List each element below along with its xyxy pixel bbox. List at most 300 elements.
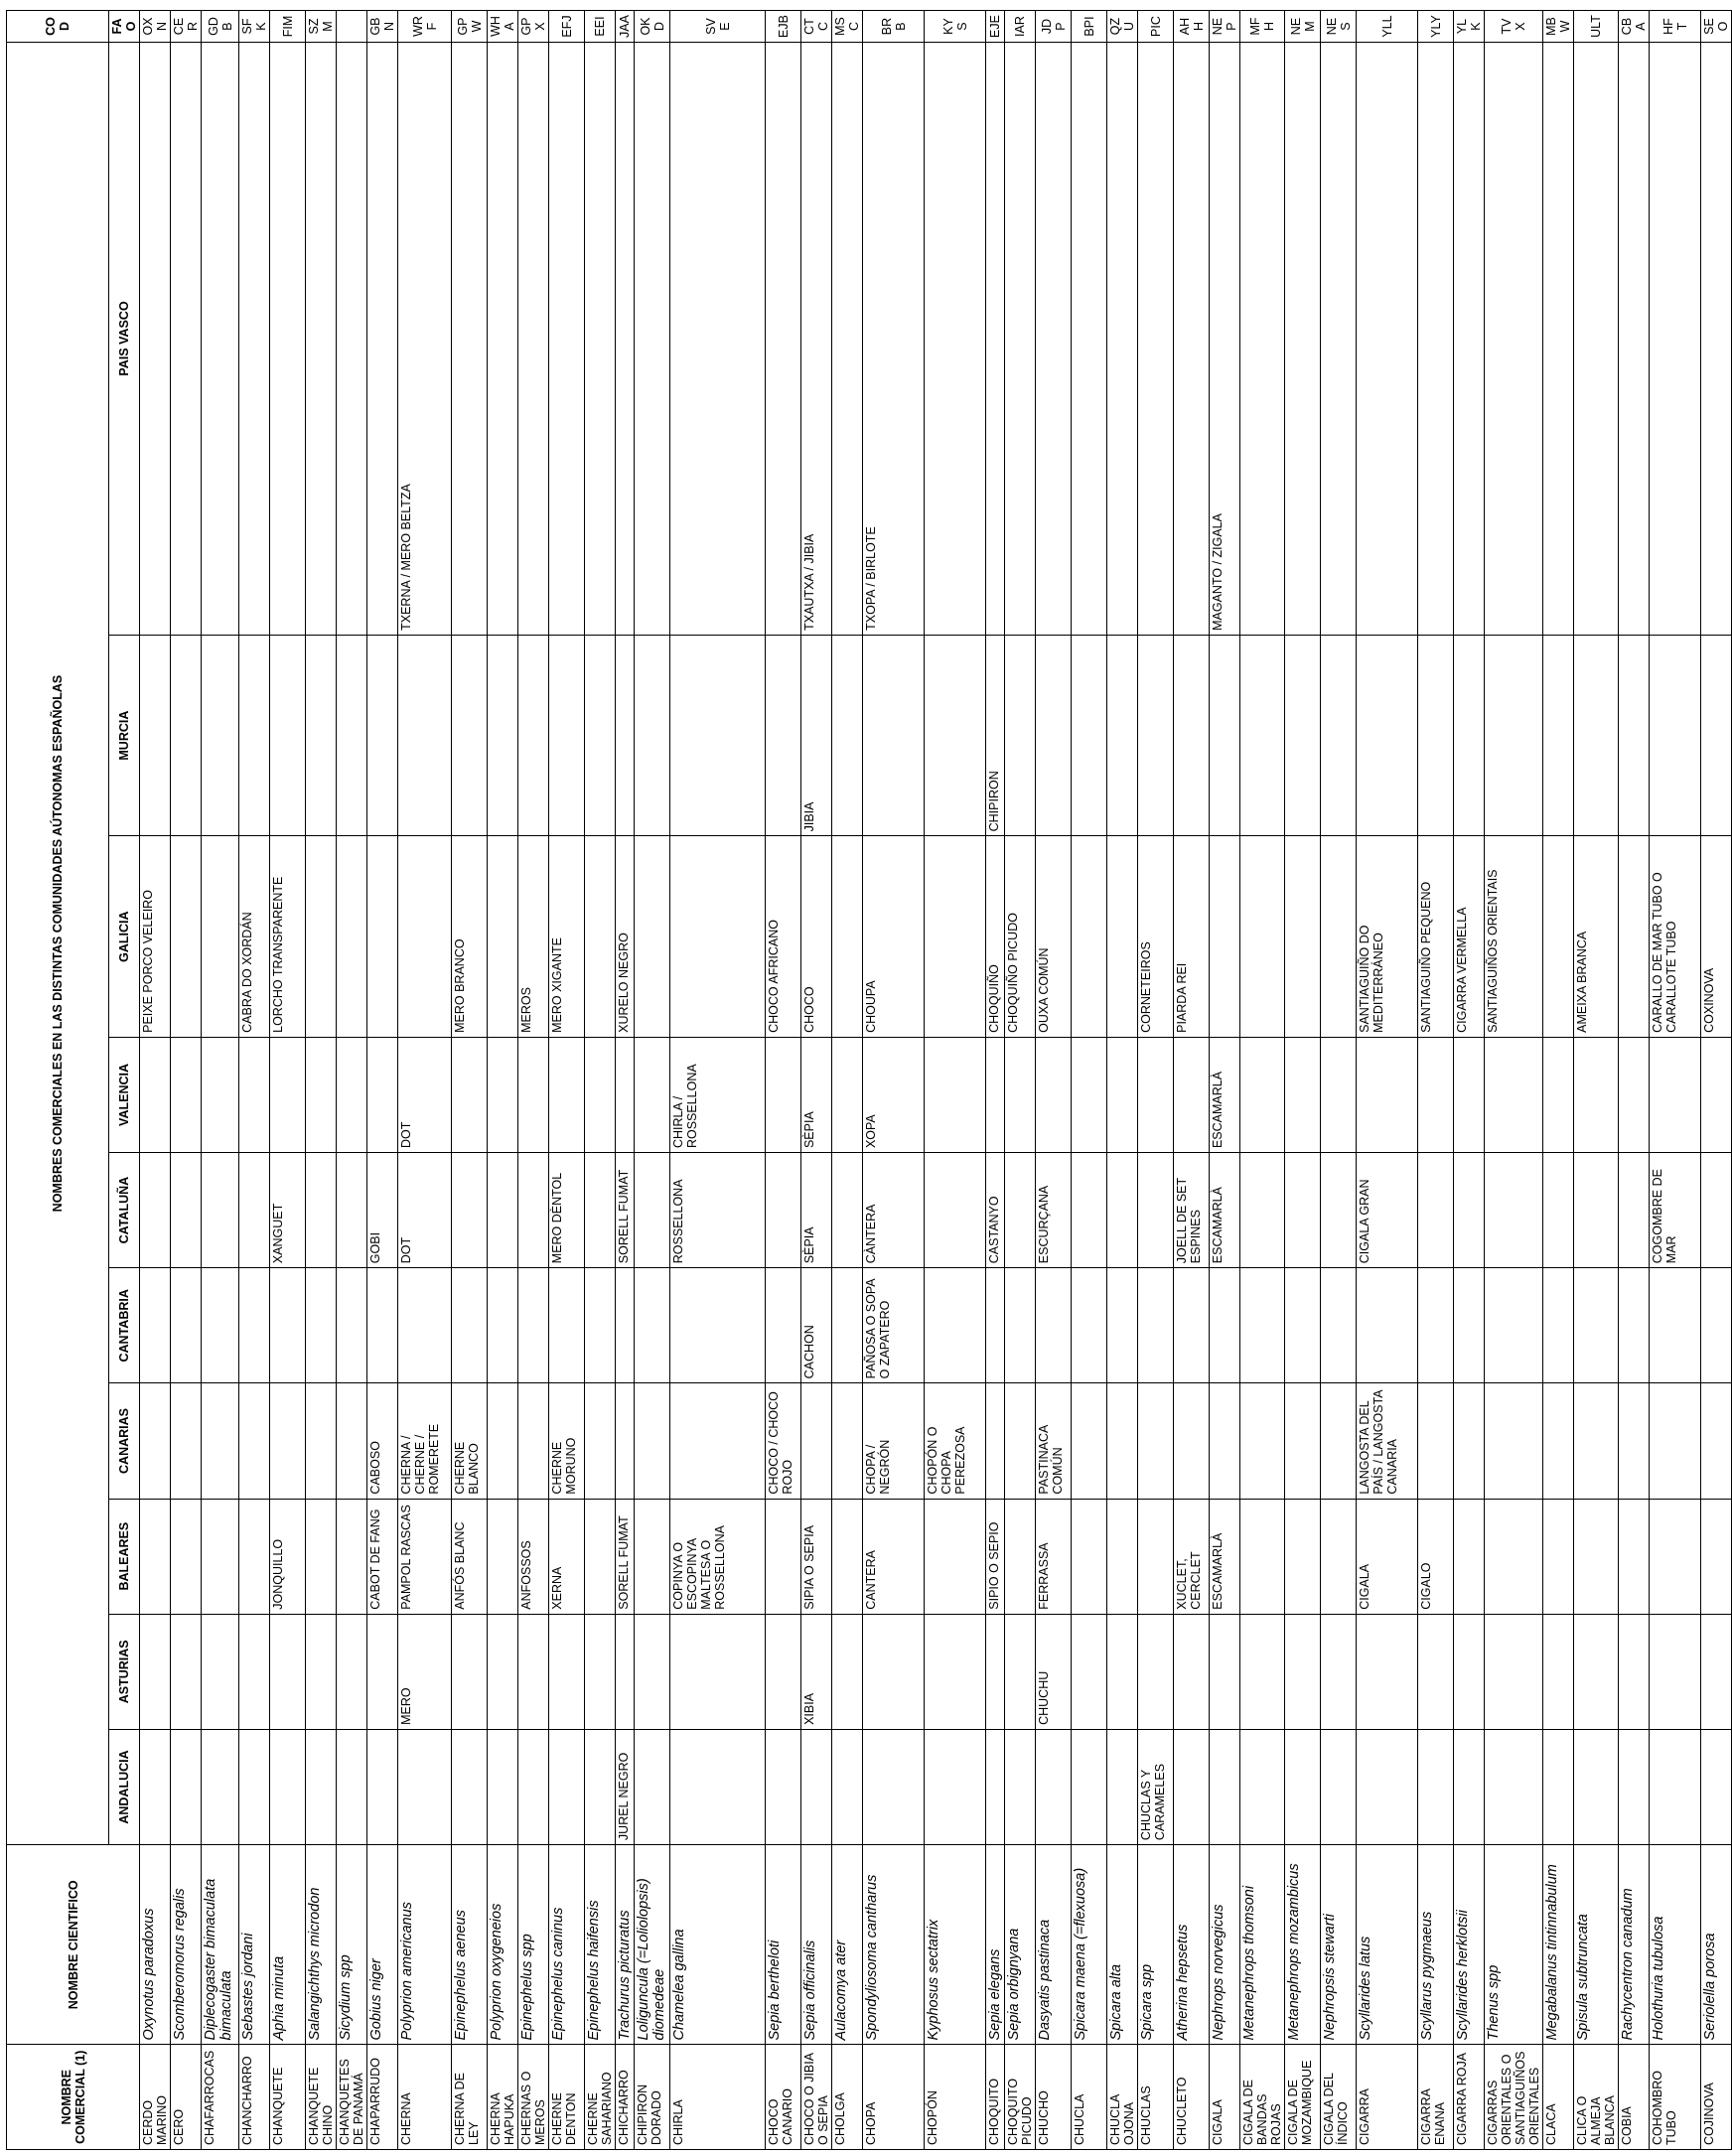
- cell-region-name: [1418, 1037, 1454, 1152]
- cell-region-name: [1107, 1499, 1138, 1614]
- cell-fao-code: ULT: [1574, 11, 1619, 43]
- cell-region-name: [1138, 1268, 1174, 1383]
- cell-region-name: [1619, 1037, 1650, 1152]
- cell-region-name: [1357, 635, 1418, 836]
- cell-region-name: [398, 1268, 452, 1383]
- cell-region-name: [1418, 43, 1454, 636]
- cell-region-name: [1619, 1268, 1650, 1383]
- cell-region-name: [766, 1268, 801, 1383]
- cell-region-name: [1650, 43, 1701, 636]
- cell-region-name: SANTIAGUIÑO PEQUENO: [1418, 836, 1454, 1038]
- cell-fao-code: GBN: [367, 11, 398, 43]
- cell-region-name: [1072, 1729, 1107, 1844]
- cell-region-name: [337, 1499, 367, 1614]
- cell-region-name: [1285, 1268, 1321, 1383]
- cell-region-name: [1454, 1614, 1485, 1729]
- cell-nombre-cientifico: Metanephrops thomsoni: [1240, 1845, 1285, 2045]
- cell-region-name: [801, 1729, 832, 1844]
- cell-nombre-comercial: CHANQUETE: [270, 2045, 306, 2150]
- cell-region-name: [270, 1614, 306, 1729]
- cell-region-name: [337, 836, 367, 1038]
- cell-region-name: [171, 1153, 202, 1268]
- cell-fao-code: OXN: [140, 11, 171, 43]
- cell-region-name: [140, 1614, 171, 1729]
- cell-nombre-cientifico: Chamelea gallina: [670, 1845, 766, 2045]
- cell-region-name: [1485, 1614, 1543, 1729]
- cell-region-name: [452, 1037, 488, 1152]
- cell-nombre-comercial: CHUCLA: [1072, 2045, 1107, 2150]
- cell-region-name: [1005, 1268, 1036, 1383]
- cell-region-name: [1138, 1153, 1174, 1268]
- cell-region-name: [239, 1383, 270, 1499]
- table-row: [863, 11, 925, 2150]
- cell-region-name: [1072, 1614, 1107, 1729]
- table-row: [1357, 11, 1418, 2150]
- cell-region-name: [140, 1499, 171, 1614]
- cell-region-name: [585, 1037, 616, 1152]
- header-region: MURCIA: [109, 635, 140, 836]
- cell-region-name: [306, 1037, 337, 1152]
- header-region: PAIS VASCO: [109, 43, 140, 636]
- cell-region-name: [337, 1614, 367, 1729]
- cell-region-name: [1485, 1037, 1543, 1152]
- cell-region-name: [488, 1153, 518, 1268]
- cell-nombre-cientifico: Trachurus picturatus: [616, 1845, 635, 2045]
- cell-region-name: [616, 43, 635, 636]
- cell-region-name: [171, 635, 202, 836]
- cell-region-name: SANTIAGUIÑO DO MEDITERRÁNEO: [1357, 836, 1418, 1038]
- cell-region-name: [1174, 1614, 1210, 1729]
- cell-region-name: [635, 1499, 670, 1614]
- cell-region-name: [452, 635, 488, 836]
- cell-region-name: [1321, 1499, 1357, 1614]
- cell-region-name: [670, 836, 766, 1038]
- cell-region-name: [202, 1499, 239, 1614]
- cell-region-name: [1650, 1383, 1701, 1499]
- cell-region-name: [1619, 1153, 1650, 1268]
- table-row: [766, 11, 801, 2150]
- cell-region-name: [171, 1383, 202, 1499]
- cell-region-name: [1418, 1153, 1454, 1268]
- cell-region-name: [1240, 1729, 1285, 1844]
- cell-region-name: [398, 635, 452, 836]
- cell-region-name: [270, 43, 306, 636]
- table-row: [635, 11, 670, 2150]
- cell-region-name: JONQUILLO: [270, 1499, 306, 1614]
- cell-region-name: [202, 635, 239, 836]
- cell-region-name: [1574, 1037, 1619, 1152]
- cell-region-name: LANGOSTA DEL PAÍS / LANGOSTA CANARIA: [1357, 1383, 1418, 1499]
- cell-region-name: [518, 635, 549, 836]
- cell-region-name: [1543, 1499, 1574, 1614]
- cell-region-name: [670, 43, 766, 636]
- cell-region-name: [270, 1268, 306, 1383]
- cell-nombre-cientifico: Sebastes jordani: [239, 1845, 270, 2045]
- cell-nombre-comercial: CHOPA: [863, 2045, 925, 2150]
- cell-region-name: [1321, 43, 1357, 636]
- cell-region-name: [616, 1268, 635, 1383]
- cell-region-name: [616, 1383, 635, 1499]
- cell-region-name: [1701, 1383, 1732, 1499]
- cell-region-name: [140, 1383, 171, 1499]
- cell-region-name: CORNETEIROS: [1138, 836, 1174, 1038]
- table-row: [1485, 11, 1543, 2150]
- cell-nombre-cientifico: Scyllarides herklotsii: [1454, 1845, 1485, 2045]
- cell-region-name: [670, 1383, 766, 1499]
- cell-region-name: [1357, 43, 1418, 636]
- cell-region-name: [1321, 1729, 1357, 1844]
- cell-region-name: [1574, 635, 1619, 836]
- cell-region-name: [398, 836, 452, 1038]
- cell-nombre-comercial: CHUCLETO: [1174, 2045, 1210, 2150]
- cell-region-name: [171, 1614, 202, 1729]
- cell-region-name: [986, 43, 1005, 636]
- cell-region-name: JUREL NEGRO: [616, 1729, 635, 1844]
- cell-region-name: PEIXE PORCO VELEIRO: [140, 836, 171, 1038]
- cell-region-name: [1543, 1614, 1574, 1729]
- table-row: [1574, 11, 1619, 2150]
- cell-region-name: [337, 1383, 367, 1499]
- cell-region-name: [1454, 1153, 1485, 1268]
- cell-nombre-comercial: CHANCHARRO: [239, 2045, 270, 2150]
- cell-nombre-comercial: CIGALA DE MOZAMBIQUE: [1285, 2045, 1321, 2150]
- cell-region-name: [1619, 635, 1650, 836]
- cell-region-name: XANGUET: [270, 1153, 306, 1268]
- cell-nombre-comercial: CIGARRA ROJA: [1454, 2045, 1485, 2150]
- cell-region-name: [1174, 1268, 1210, 1383]
- cell-region-name: [239, 43, 270, 636]
- cell-fao-code: BRB: [863, 11, 925, 43]
- cell-region-name: XERNA: [549, 1499, 585, 1614]
- header-region: CATALUÑA: [109, 1153, 140, 1268]
- cell-region-name: ESCURÇANA: [1036, 1153, 1072, 1268]
- table-row: [140, 11, 171, 2150]
- cell-nombre-cientifico: Aulacomya ater: [832, 1845, 863, 2045]
- cell-region-name: [832, 836, 863, 1038]
- cell-region-name: [1321, 1153, 1357, 1268]
- cell-region-name: [1138, 1499, 1174, 1614]
- table-row: [1138, 11, 1174, 2150]
- cell-region-name: [635, 1268, 670, 1383]
- cell-region-name: TXOPA / BIRLOTE: [863, 43, 925, 636]
- cell-region-name: [925, 1037, 986, 1152]
- cell-nombre-cientifico: Diplecogaster bimaculata bimaculata: [202, 1845, 239, 2045]
- cell-region-name: [1574, 43, 1619, 636]
- cell-region-name: MERO XIGANTE: [549, 836, 585, 1038]
- cell-region-name: [239, 1153, 270, 1268]
- table-row: [337, 11, 367, 2150]
- cell-region-name: [1005, 1729, 1036, 1844]
- cell-region-name: [337, 1037, 367, 1152]
- cell-region-name: [488, 1614, 518, 1729]
- table-row: [1285, 11, 1321, 2150]
- cell-region-name: [488, 1037, 518, 1152]
- cell-region-name: SORELL FUMAT: [616, 1153, 635, 1268]
- cell-region-name: [925, 43, 986, 636]
- cell-region-name: [1138, 1383, 1174, 1499]
- cell-region-name: [1285, 1153, 1321, 1268]
- cell-region-name: [1138, 1037, 1174, 1152]
- cell-region-name: [1138, 1614, 1174, 1729]
- table-row: [270, 11, 306, 2150]
- cell-region-name: [202, 43, 239, 636]
- cell-region-name: [239, 1614, 270, 1729]
- table-row: [549, 11, 585, 2150]
- cell-region-name: [1138, 43, 1174, 636]
- cell-fao-code: NEM: [1285, 11, 1321, 43]
- cell-nombre-comercial: CHUCLAS: [1138, 2045, 1174, 2150]
- cell-region-name: [1574, 1268, 1619, 1383]
- cell-fao-code: GPW: [452, 11, 488, 43]
- cell-nombre-comercial: CIGARRA: [1357, 2045, 1418, 2150]
- cell-region-name: [1321, 1614, 1357, 1729]
- cell-fao-code: YLK: [1454, 11, 1485, 43]
- cell-region-name: MEROS: [518, 836, 549, 1038]
- cell-region-name: CHUCLAS Y CARAMELES: [1138, 1729, 1174, 1844]
- cell-region-name: [1543, 836, 1574, 1038]
- header-region: GALICIA: [109, 836, 140, 1038]
- table-row: [670, 11, 766, 2150]
- cell-nombre-cientifico: Scomberomorus regalis: [171, 1845, 202, 2045]
- cell-region-name: [1036, 1729, 1072, 1844]
- cell-region-name: [452, 1729, 488, 1844]
- cell-nombre-cientifico: Kyphosus sectatrix: [925, 1845, 986, 2045]
- cell-region-name: [1107, 1614, 1138, 1729]
- cell-nombre-comercial: CHICHARRO: [616, 2045, 635, 2150]
- cell-region-name: [585, 1729, 616, 1844]
- cell-region-name: MERO: [398, 1614, 452, 1729]
- cell-region-name: [1005, 1614, 1036, 1729]
- cell-region-name: [766, 1729, 801, 1844]
- table-row: [1454, 11, 1485, 2150]
- cell-region-name: [202, 1383, 239, 1499]
- cell-region-name: [986, 1614, 1005, 1729]
- cell-fao-code: JDP: [1036, 11, 1072, 43]
- cell-nombre-comercial: CHIPIRON DORADO: [635, 2045, 670, 2150]
- cell-region-name: [1107, 1729, 1138, 1844]
- cell-region-name: [635, 635, 670, 836]
- cell-region-name: [766, 1037, 801, 1152]
- cell-region-name: [1174, 1729, 1210, 1844]
- cell-region-name: [1543, 43, 1574, 636]
- cell-region-name: [635, 43, 670, 636]
- cell-region-name: [518, 1383, 549, 1499]
- cell-region-name: [239, 1499, 270, 1614]
- cell-region-name: [1285, 1383, 1321, 1499]
- table-row: [616, 11, 635, 2150]
- cell-region-name: [1485, 1153, 1543, 1268]
- cell-region-name: [766, 635, 801, 836]
- cell-region-name: [171, 1499, 202, 1614]
- cell-region-name: [585, 43, 616, 636]
- cell-region-name: PASTINACA COMÚN: [1036, 1383, 1072, 1499]
- table-row: [306, 11, 337, 2150]
- cell-region-name: [1321, 1268, 1357, 1383]
- cell-nombre-cientifico: Dasyatis pastinaca: [1036, 1845, 1072, 2045]
- cell-nombre-comercial: CHUCHO: [1036, 2045, 1072, 2150]
- table-row: [1036, 11, 1072, 2150]
- cell-fao-code: EJE: [986, 11, 1005, 43]
- cell-nombre-cientifico: Spicara maena (=flexuosa): [1072, 1845, 1107, 2045]
- cell-region-name: [1357, 1268, 1418, 1383]
- table-row: [1072, 11, 1107, 2150]
- table-row: [367, 11, 398, 2150]
- cell-region-name: [270, 635, 306, 836]
- cell-fao-code: CTC: [801, 11, 832, 43]
- cell-region-name: [1285, 1037, 1321, 1152]
- cell-region-name: [1701, 1499, 1732, 1614]
- cell-region-name: [1005, 1037, 1036, 1152]
- cell-region-name: XUCLET, CERCLET: [1174, 1499, 1210, 1614]
- cell-region-name: [1072, 1383, 1107, 1499]
- cell-nombre-cientifico: Nephropsis stewarti: [1321, 1845, 1357, 2045]
- cell-region-name: [1574, 1153, 1619, 1268]
- cell-region-name: XURELO NEGRO: [616, 836, 635, 1038]
- cell-region-name: [367, 635, 398, 836]
- cell-region-name: [1619, 836, 1650, 1038]
- cell-region-name: COGOMBRE DE MAR: [1650, 1153, 1701, 1268]
- table-row: [986, 11, 1005, 2150]
- cell-region-name: [670, 635, 766, 836]
- cell-nombre-comercial: CHERNA DE LEY: [452, 2045, 488, 2150]
- cell-region-name: [1619, 43, 1650, 636]
- cell-region-name: CIGALA: [1357, 1499, 1418, 1614]
- cell-fao-code: MSC: [832, 11, 863, 43]
- cell-region-name: [1357, 1729, 1418, 1844]
- table-row: [1107, 11, 1138, 2150]
- cell-region-name: CHOCO: [801, 836, 832, 1038]
- cell-region-name: [1240, 635, 1285, 836]
- cell-region-name: [925, 836, 986, 1038]
- cell-region-name: [832, 1268, 863, 1383]
- cell-region-name: CARALLO DE MAR TUBO O CARALLOTE TUBO: [1650, 836, 1701, 1038]
- cell-region-name: [635, 1153, 670, 1268]
- cell-region-name: [549, 43, 585, 636]
- cell-nombre-comercial: CHERNAS O MEROS: [518, 2045, 549, 2150]
- cell-region-name: [452, 1268, 488, 1383]
- cell-region-name: [367, 1614, 398, 1729]
- table-row: [239, 11, 270, 2150]
- header-nombre-comercial: NOMBRE COMERCIAL (1): [7, 2045, 140, 2150]
- cell-fao-code: CBA: [1619, 11, 1650, 43]
- cell-fao-code: HFT: [1650, 11, 1701, 43]
- header-group: NOMBRES COMERCIALES EN LAS DISTINTAS COMUNIDADES AÚTONOMAS ESPAÑOLAS: [7, 43, 109, 1845]
- cell-region-name: [832, 1153, 863, 1268]
- cell-region-name: [1574, 1499, 1619, 1614]
- cell-region-name: [1454, 1037, 1485, 1152]
- cell-region-name: [1240, 1614, 1285, 1729]
- cell-region-name: CABRA DO XORDÁN: [239, 836, 270, 1038]
- cell-region-name: [1650, 1037, 1701, 1152]
- cell-region-name: [171, 836, 202, 1038]
- cell-region-name: [863, 1614, 925, 1729]
- cell-region-name: CACHON: [801, 1268, 832, 1383]
- header-nombre-cientifico: NOMBRE CIENTIFICO: [7, 1845, 140, 2045]
- cell-region-name: [585, 836, 616, 1038]
- cell-region-name: [616, 635, 635, 836]
- cell-region-name: OUXA COMÚN: [1036, 836, 1072, 1038]
- cell-region-name: [832, 1499, 863, 1614]
- cell-region-name: SIPIA O SEPIA: [801, 1499, 832, 1614]
- cell-region-name: [202, 1729, 239, 1844]
- cell-region-name: [585, 1268, 616, 1383]
- cell-region-name: SÈPIA: [801, 1153, 832, 1268]
- table-row: [1418, 11, 1454, 2150]
- cell-region-name: [801, 1383, 832, 1499]
- cell-region-name: [1485, 1499, 1543, 1614]
- cell-nombre-cientifico: Holothuria tubulosa: [1650, 1845, 1701, 2045]
- cell-region-name: ROSSELLONA: [670, 1153, 766, 1268]
- cell-nombre-comercial: CHANQUETE CHINO: [306, 2045, 337, 2150]
- cell-region-name: [1418, 1729, 1454, 1844]
- cell-region-name: [1485, 1268, 1543, 1383]
- cell-nombre-cientifico: Sepia orbignyana: [1005, 1845, 1036, 2045]
- cell-region-name: XIBIA: [801, 1614, 832, 1729]
- cell-region-name: [1543, 635, 1574, 836]
- cell-region-name: [306, 43, 337, 636]
- cell-region-name: [549, 1268, 585, 1383]
- cell-region-name: [1174, 635, 1210, 836]
- cell-region-name: CHERNA / CHERNE / ROMERETE: [398, 1383, 452, 1499]
- cell-region-name: XOPA: [863, 1037, 925, 1152]
- cell-nombre-comercial: CHOQUITO PICUDO: [1005, 2045, 1036, 2150]
- cell-region-name: [986, 1268, 1005, 1383]
- cell-nombre-comercial: CHIRLA: [670, 2045, 766, 2150]
- cell-nombre-cientifico: Polyprion oxygeneios: [488, 1845, 518, 2045]
- cell-region-name: [171, 1037, 202, 1152]
- cell-nombre-comercial: CLACA: [1543, 2045, 1574, 2150]
- cell-region-name: [140, 43, 171, 636]
- cell-nombre-cientifico: Salangichthys microdon: [306, 1845, 337, 2045]
- cell-region-name: [1240, 1383, 1285, 1499]
- cell-region-name: [1107, 1383, 1138, 1499]
- cell-nombre-cientifico: Metanephrops mozambicus: [1285, 1845, 1321, 2045]
- cell-region-name: [1650, 1268, 1701, 1383]
- cell-region-name: [306, 1499, 337, 1614]
- rotated-table-wrapper: [6, 10, 1731, 2150]
- header-fao: FAO: [109, 11, 140, 43]
- cell-region-name: [986, 1729, 1005, 1844]
- cell-region-name: DOT: [398, 1153, 452, 1268]
- cell-region-name: [1701, 635, 1732, 836]
- cell-region-name: [367, 43, 398, 636]
- cell-fao-code: NES: [1321, 11, 1357, 43]
- cell-nombre-comercial: CHERNA HAPUKA: [488, 2045, 518, 2150]
- cell-region-name: [1210, 1383, 1240, 1499]
- cell-fao-code: EEI: [585, 11, 616, 43]
- cell-region-name: [306, 635, 337, 836]
- cell-nombre-comercial: CERDO MARINO: [140, 2045, 171, 2150]
- cell-region-name: [270, 1383, 306, 1499]
- cell-region-name: [1485, 1383, 1543, 1499]
- cell-region-name: [1701, 43, 1732, 636]
- cell-region-name: [832, 1614, 863, 1729]
- cell-region-name: [1240, 1268, 1285, 1383]
- cell-nombre-cientifico: Atherina hepsetus: [1174, 1845, 1210, 2045]
- cell-region-name: [518, 1037, 549, 1152]
- cell-region-name: [488, 1729, 518, 1844]
- cell-region-name: ANFOSSOS: [518, 1499, 549, 1614]
- cell-region-name: [766, 1153, 801, 1268]
- cell-region-name: [1072, 836, 1107, 1038]
- cell-region-name: [1357, 1614, 1418, 1729]
- cell-fao-code: JAA: [616, 11, 635, 43]
- cell-region-name: [1619, 1614, 1650, 1729]
- cell-fao-code: [337, 11, 367, 43]
- cell-region-name: [925, 1268, 986, 1383]
- cell-region-name: [202, 1037, 239, 1152]
- cell-region-name: [1485, 635, 1543, 836]
